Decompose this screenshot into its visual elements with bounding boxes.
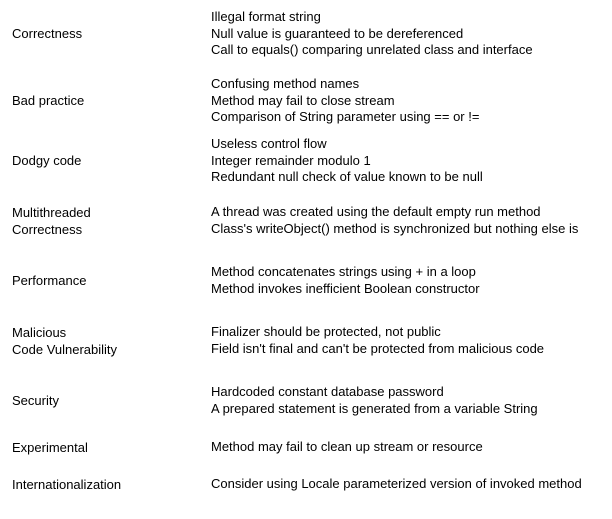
bug-list — [211, 9, 611, 59]
category-label: Multithreaded — [12, 205, 91, 220]
bug-item: Method may fail to close stream — [211, 92, 395, 108]
bug-item: Confusing method names — [211, 76, 360, 91]
category-cell — [12, 392, 202, 409]
category-cell — [12, 204, 202, 238]
category-label: Correctness — [12, 222, 83, 237]
bug-item: A prepared statement is generated from a variable String — [211, 400, 538, 416]
bug-item: Null value is guaranteed to be dereferenced — [211, 25, 464, 41]
category-cell — [12, 324, 202, 358]
category-cell — [12, 439, 202, 456]
category-cell — [12, 152, 202, 169]
category-label: Dodgy code — [12, 153, 82, 168]
bug-list — [211, 384, 611, 417]
bug-item: Method may fail to clean up stream or resource — [211, 439, 483, 454]
category-cell — [12, 92, 202, 109]
bug-item: A thread was created using the default empty run method — [211, 204, 541, 219]
category-cell — [12, 476, 202, 493]
bug-list — [211, 324, 611, 357]
bug-list — [211, 136, 611, 186]
bug-item: Integer remainder modulo 1 — [211, 152, 371, 168]
bug-item: Useless control flow — [211, 136, 327, 151]
bug-list — [211, 439, 611, 456]
bug-list — [211, 264, 611, 297]
bug-item: Consider using Locale parameterized version of invoked method — [211, 476, 582, 491]
category-cell — [12, 25, 202, 42]
bug-item: Field isn't final and can't be protected from malicious code — [211, 340, 545, 356]
bug-item: Method invokes inefficient Boolean constructor — [211, 280, 480, 296]
bug-item: Finalizer should be protected, not public — [211, 324, 441, 339]
bug-list — [211, 76, 611, 126]
category-label: Bad practice — [12, 93, 85, 108]
category-label: Code Vulnerability — [12, 342, 118, 357]
category-label: Performance — [12, 273, 87, 288]
bug-item: Redundant null check of value known to be null — [211, 169, 483, 184]
bug-item: Comparison of String parameter using == or != — [211, 109, 480, 124]
category-label: Security — [12, 393, 59, 408]
bug-item: Illegal format string — [211, 9, 321, 24]
bug-item: Method concatenates strings using + in a loop — [211, 264, 476, 279]
bug-item: Class's writeObject() method is synchronized but nothing else is — [211, 220, 579, 236]
category-label: Malicious — [12, 325, 67, 340]
bug-item: Hardcoded constant database password — [211, 384, 444, 399]
category-label: Internationalization — [12, 477, 122, 492]
bug-list — [211, 476, 611, 493]
category-label: Correctness — [12, 26, 83, 41]
category-cell — [12, 272, 202, 289]
category-label: Experimental — [12, 440, 88, 455]
bug-list — [211, 204, 611, 237]
bug-item: Call to equals() comparing unrelated class and interface — [211, 42, 533, 57]
